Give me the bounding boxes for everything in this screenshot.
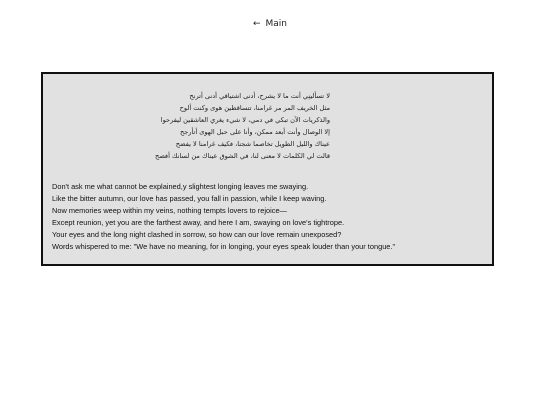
- poem-container: [41, 72, 494, 266]
- english-line: Now memories weep within my veins, nothing tempts lovers to rejoice—: [52, 205, 287, 215]
- arabic-line: والذكريات الآن تبكي في دمي، لا شيء يغري العاشقين ليفرحوا: [160, 115, 330, 124]
- back-to-main-link[interactable]: [0, 19, 540, 29]
- back-link-label: Main: [265, 19, 287, 29]
- english-line: Except reunion, yet you are the farthest away, and here I am, swaying on love's tightrope.: [52, 217, 345, 227]
- arabic-line: مثل الخريف المر مر غرامنا، تتساقطين هوى وكنت ألوح: [179, 103, 330, 112]
- english-line: Your eyes and the long night clashed in sorrow, so how can our love remain unexposed?: [52, 229, 342, 239]
- english-translation: [52, 181, 395, 252]
- english-line: Words whispered to me: "We have no meaning, for in longing, your eyes speak louder than your tongue.": [52, 241, 396, 251]
- arabic-line: إلا الوصال وأنت أبعد ممكن، وأنا على حبل الهوى أتأرجح: [179, 127, 330, 136]
- arabic-line: قالت لي الكلمات لا معنى لنا، في الشوق عيناك من لسانك أفصح: [154, 151, 330, 160]
- arabic-poem: [155, 91, 330, 162]
- arabic-line: لا تسألينِي أنت ما لا يشرح، أدنى اشتياقي أدنى أترنح: [189, 92, 330, 100]
- arabic-line: عيناك والليل الطويل تخاصما شجنا، فكيف غرامنا لا يفضح: [175, 139, 330, 148]
- left-arrow-icon: ←: [253, 19, 261, 29]
- english-line: Don't ask me what cannot be explained,y slightest longing leaves me swaying.: [52, 182, 309, 191]
- english-line: Like the bitter autumn, our love has passed, you fall in passion, while I keep waving.: [52, 193, 327, 203]
